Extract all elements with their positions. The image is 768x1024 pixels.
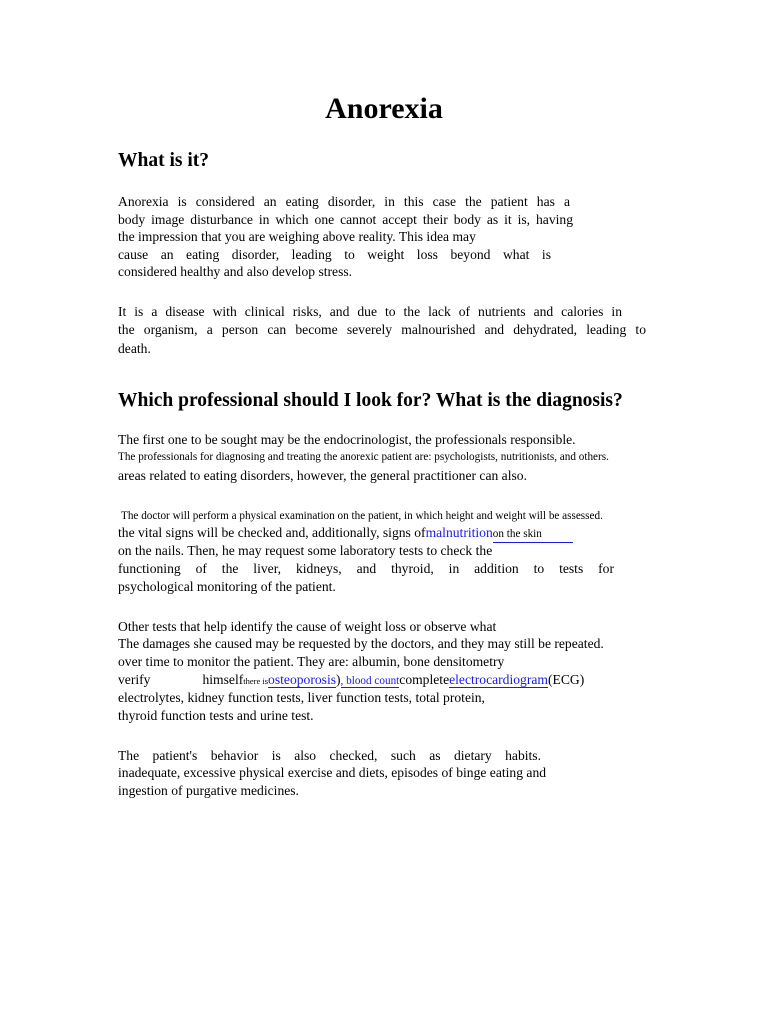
paragraph-line: areas related to eating disorders, however, the general practitioner can also.	[118, 468, 527, 483]
paragraph-line: The professionals for diagnosing and treating the anorexic patient are: psychologists, nutritionists, and others.	[118, 451, 609, 463]
paragraph-line: inadequate, excessive physical exercise and diets, episodes of binge eating and	[118, 765, 547, 780]
osteoporosis-link[interactable]: osteoporosis	[268, 672, 337, 687]
paragraph-line: The doctor will perform a physical examination on the patient, in which height and weight will be assessed.	[121, 510, 603, 522]
paragraph-line: considered healthy and also develop stress.	[118, 264, 353, 279]
text-run: himself	[202, 672, 244, 687]
paragraph-line	[118, 524, 573, 543]
paragraph-line: The damages she caused may be requested by the doctors, and they may still be repeated.	[118, 636, 604, 651]
paragraph-line: It is a disease with clinical risks, and due to the lack of nutrients and calories in	[118, 304, 622, 319]
paragraph-line: psychological monitoring of the patient.	[118, 579, 336, 594]
paragraph-line: The patient's behavior is also checked, such as dietary habits.	[118, 748, 541, 763]
blood-count-link[interactable]: , blood count	[340, 675, 400, 687]
paragraph-line: Anorexia is considered an eating disorder, in this case the patient has a	[118, 194, 570, 209]
paragraph-line: Other tests that help identify the cause of weight loss or observe what	[118, 619, 497, 634]
section-heading-professional: Which professional should I look for? What is the diagnosis?	[118, 390, 623, 411]
paragraph-line: the organism, a person can become severely malnourished and dehydrated, leading to	[118, 322, 646, 337]
text-run: on the skin	[493, 526, 573, 543]
paragraph-line: over time to monitor the patient. They are: albumin, bone densitometry	[118, 654, 505, 669]
paragraph-line: the impression that you are weighing above reality. This idea may	[118, 229, 476, 244]
paragraph-line: cause an eating disorder, leading to weight loss beyond what is	[118, 247, 551, 262]
paragraph-line: thyroid function tests and urine test.	[118, 708, 314, 723]
paragraph-line: functioning of the liver, kidneys, and thyroid, in addition to tests for	[118, 561, 614, 576]
paragraph-line: ingestion of purgative medicines.	[118, 783, 299, 798]
paragraph-line: death.	[118, 341, 151, 356]
malnutrition-link[interactable]: malnutrition	[425, 525, 493, 540]
electrocardiogram-link[interactable]: electrocardiogram	[449, 672, 548, 687]
text-run: verify	[118, 672, 151, 687]
paragraph-line: electrolytes, kidney function tests, liver function tests, total protein,	[118, 690, 485, 705]
text-run: )	[336, 672, 341, 687]
text-run: there is	[243, 676, 269, 686]
text-run: complete	[399, 672, 450, 687]
paragraph-line: on the nails. Then, he may request some laboratory tests to check the	[118, 543, 493, 558]
paragraph-line	[118, 671, 584, 690]
section-heading-what: What is it?	[118, 150, 210, 171]
text-run: (ECG)	[547, 672, 585, 687]
page-title: Anorexia	[325, 92, 443, 125]
text-run: the vital signs will be checked and, additionally, signs of	[118, 525, 426, 540]
paragraph-line: The first one to be sought may be the endocrinologist, the professionals responsible.	[118, 432, 576, 447]
paragraph-line: body image disturbance in which one cannot accept their body as it is, having	[118, 212, 573, 227]
